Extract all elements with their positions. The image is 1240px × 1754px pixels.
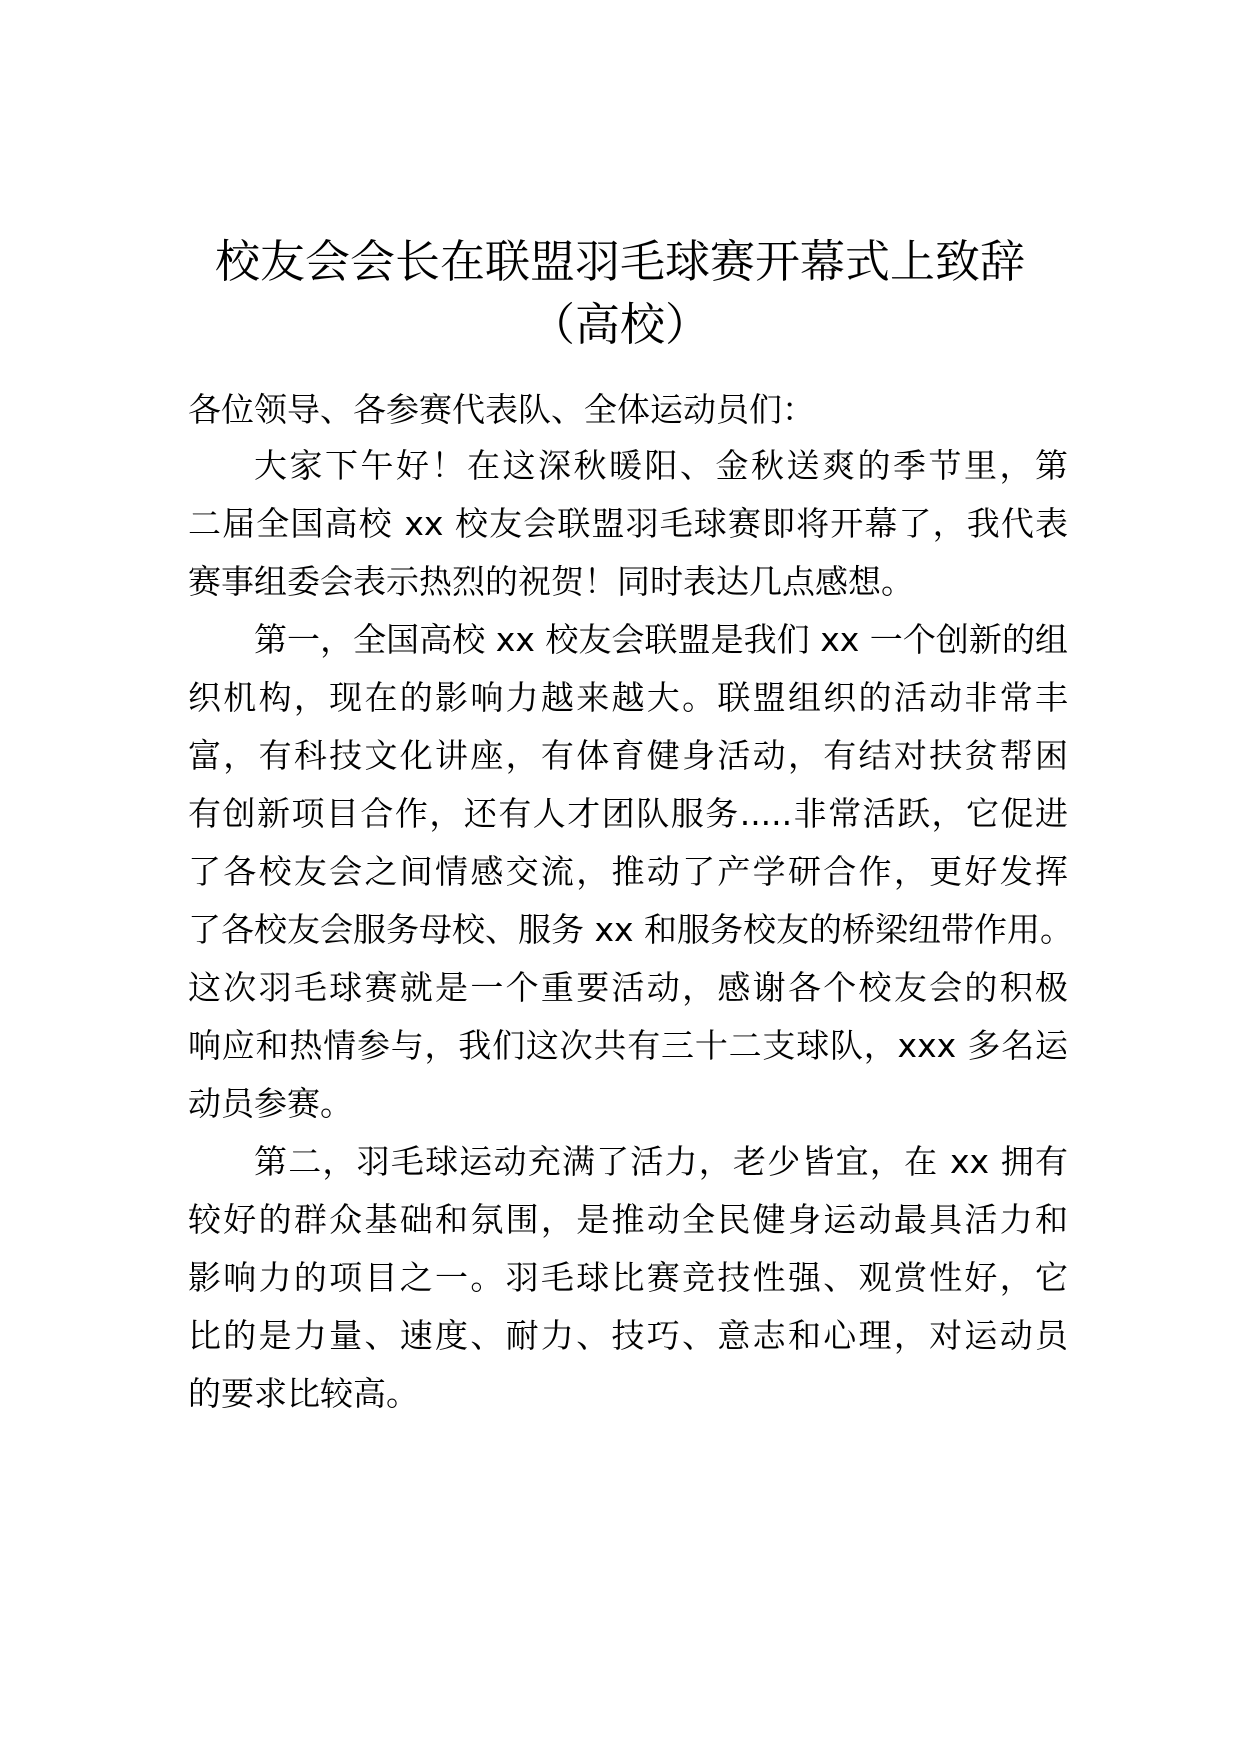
paragraph-line: 大家下午好！在这深秋暖阳、金秋送爽的季节里，第	[254, 446, 1068, 485]
paragraph-line: 响应和热情参与，我们这次共有三十二支球队，xxx 多名运	[188, 1026, 1068, 1065]
paragraph-line: 二届全国高校 xx 校友会联盟羽毛球赛即将开幕了，我代表	[188, 504, 1068, 543]
paragraph-line: 了各校友会服务母校、服务 xx 和服务校友的桥梁纽带作用。	[188, 910, 1074, 949]
document-subtitle: （高校）	[529, 298, 710, 351]
paragraph-line: 影响力的项目之一。羽毛球比赛竞技性强、观赏性好，它	[188, 1258, 1068, 1297]
paragraph-line: 赛事组委会表示热烈的祝贺！同时表达几点感想。	[188, 562, 914, 601]
paragraph-line: 第二，羽毛球运动充满了活力，老少皆宜，在 xx 拥有	[254, 1142, 1068, 1181]
paragraph-line: 这次羽毛球赛就是一个重要活动，感谢各个校友会的积极	[188, 968, 1068, 1007]
paragraph-line: 织机构，现在的影响力越来越大。联盟组织的活动非常丰	[188, 678, 1068, 717]
paragraph-line: 动员参赛。	[188, 1084, 353, 1123]
document-title: 校友会会长在联盟羽毛球赛开幕式上致辞	[214, 235, 1025, 288]
paragraph-line: 富，有科技文化讲座，有体育健身活动，有结对扶贫帮困	[188, 736, 1068, 775]
paragraph-line: 的要求比较高。	[188, 1374, 419, 1413]
paragraph-line: 了各校友会之间情感交流，推动了产学研合作，更好发挥	[188, 852, 1068, 891]
salutation: 各位领导、各参赛代表队、全体运动员们：	[188, 390, 815, 429]
paragraph-line: 较好的群众基础和氛围，是推动全民健身运动最具活力和	[188, 1200, 1068, 1239]
paragraph-line: 有创新项目合作，还有人才团队服务.....非常活跃，它促进	[188, 794, 1068, 833]
paragraph-line: 比的是力量、速度、耐力、技巧、意志和心理，对运动员	[188, 1316, 1068, 1355]
paragraph-line: 第一，全国高校 xx 校友会联盟是我们 xx 一个创新的组	[254, 620, 1068, 659]
